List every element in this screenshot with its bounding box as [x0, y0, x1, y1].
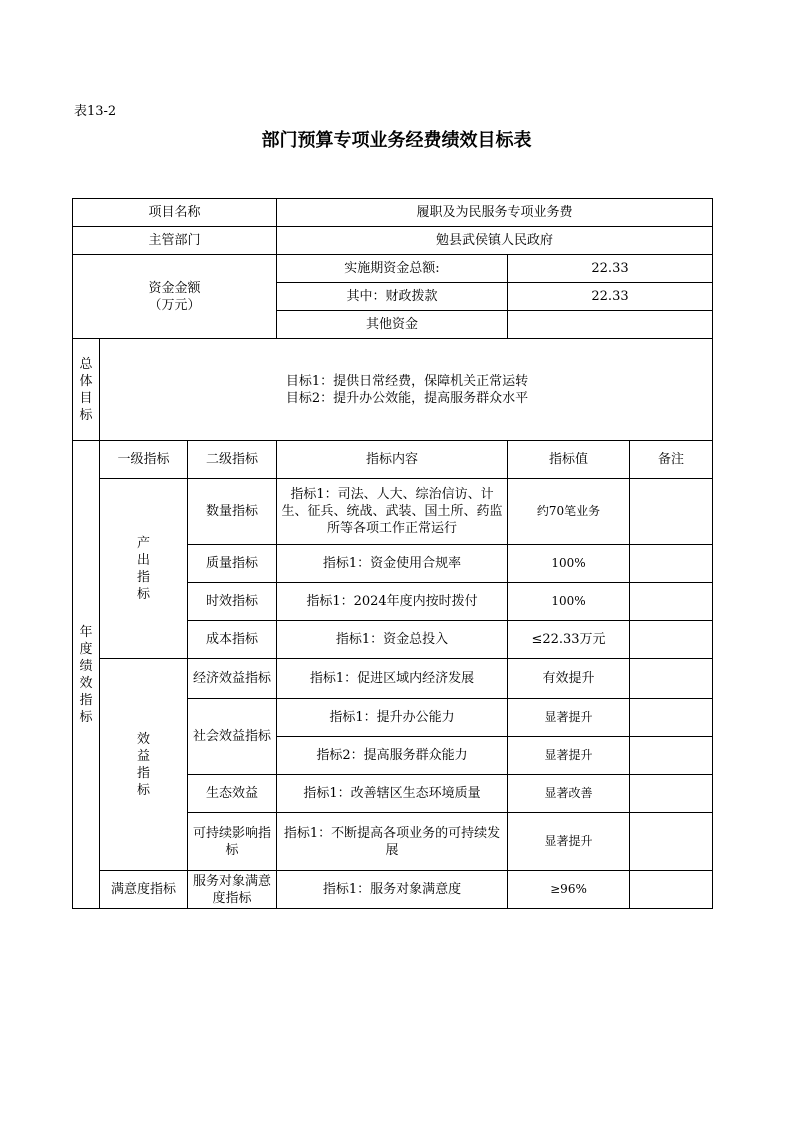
eco-content: 指标1：改善辖区生态环境质量 [277, 775, 508, 813]
benefit-label: 效益指标 [136, 731, 150, 798]
funds-fiscal-label: 其中：财政拨款 [277, 283, 508, 311]
social2-value: 显著提升 [508, 737, 630, 775]
department-value: 勉县武侯镇人民政府 [277, 227, 713, 255]
timeliness-level2: 时效指标 [188, 583, 277, 621]
funds-total-value: 22.33 [508, 255, 713, 283]
project-name-label: 项目名称 [73, 199, 277, 227]
cost-remark [630, 621, 713, 659]
annual-header-row [73, 441, 713, 479]
satisfaction-level1: 满意度指标 [100, 871, 188, 909]
timeliness-value: 100% [508, 583, 630, 621]
timeliness-content: 指标1：2024年度内按时拨付 [277, 583, 508, 621]
timeliness-remark [630, 583, 713, 621]
performance-table [72, 198, 713, 909]
funds-fiscal-value: 22.33 [508, 283, 713, 311]
table-code: 表13-2 [74, 104, 117, 119]
economic-level2: 经济效益指标 [188, 659, 277, 699]
department-row [73, 227, 713, 255]
satisfaction-value: ≥96% [508, 871, 630, 909]
overall-goal-row [73, 339, 713, 441]
benefit-label-cell [100, 659, 188, 871]
cost-level2: 成本指标 [188, 621, 277, 659]
cost-value: ≤22.33万元 [508, 621, 630, 659]
page-title: 部门预算专项业务经费绩效目标表 [261, 130, 532, 151]
project-name-row [73, 199, 713, 227]
funds-other-value [508, 311, 713, 339]
funds-other-label: 其他资金 [277, 311, 508, 339]
quality-level2: 质量指标 [188, 545, 277, 583]
header-level1: 一级指标 [100, 441, 188, 479]
social1-content: 指标1：提升办公能力 [277, 699, 508, 737]
sustain-level2: 可持续影响指标 [188, 813, 277, 871]
header-value: 指标值 [508, 441, 630, 479]
funds-label: 资金金额 [148, 280, 201, 296]
eco-remark [630, 775, 713, 813]
department-label: 主管部门 [73, 227, 277, 255]
economic-content: 指标1：促进区域内经济发展 [277, 659, 508, 699]
cost-content: 指标1：资金总投入 [277, 621, 508, 659]
social-level2: 社会效益指标 [188, 699, 277, 775]
funds-total-row [73, 255, 713, 283]
header-level2: 二级指标 [188, 441, 277, 479]
quantity-level2: 数量指标 [188, 479, 277, 545]
quantity-remark [630, 479, 713, 545]
overall-goal-label-cell [73, 339, 100, 441]
economic-value: 有效提升 [508, 659, 630, 699]
quality-value: 100% [508, 545, 630, 583]
eco-value: 显著改善 [508, 775, 630, 813]
project-name-value: 履职及为民服务专项业务费 [277, 199, 713, 227]
output-label: 产出指标 [136, 535, 150, 602]
quality-remark [630, 545, 713, 583]
overall-goal-content [100, 339, 713, 441]
table-row [73, 659, 713, 699]
satisfaction-content: 指标1：服务对象满意度 [277, 871, 508, 909]
quantity-content: 指标1：司法、人大、综治信访、计生、征兵、统战、武装、国土所、药监所等各项工作正常运行 [277, 479, 508, 545]
table-row [73, 479, 713, 545]
header-remark: 备注 [630, 441, 713, 479]
sustain-remark [630, 813, 713, 871]
header-content: 指标内容 [277, 441, 508, 479]
economic-remark [630, 659, 713, 699]
overall-goal-2: 目标2：提升办公效能，提高服务群众水平 [285, 390, 529, 406]
funds-total-label: 实施期资金总额: [277, 255, 508, 283]
quality-content: 指标1：资金使用合规率 [277, 545, 508, 583]
table-row [73, 871, 713, 909]
satisfaction-remark [630, 871, 713, 909]
sustain-content: 指标1：不断提高各项业务的可持续发展 [277, 813, 508, 871]
sustain-value: 显著提升 [508, 813, 630, 871]
social2-remark [630, 737, 713, 775]
funds-unit: （万元） [148, 297, 201, 313]
overall-goal-label: 总体目标 [79, 356, 93, 423]
eco-level2: 生态效益 [188, 775, 277, 813]
overall-goal-1: 目标1：提供日常经费，保障机关正常运转 [285, 373, 529, 389]
annual-label: 年度绩效指标 [79, 624, 93, 725]
social2-content: 指标2：提高服务群众能力 [277, 737, 508, 775]
social1-value: 显著提升 [508, 699, 630, 737]
annual-label-cell [73, 441, 100, 909]
social1-remark [630, 699, 713, 737]
quantity-value: 约70笔业务 [508, 479, 630, 545]
funds-label-cell [73, 255, 277, 339]
output-label-cell [100, 479, 188, 659]
satisfaction-level2: 服务对象满意度指标 [188, 871, 277, 909]
